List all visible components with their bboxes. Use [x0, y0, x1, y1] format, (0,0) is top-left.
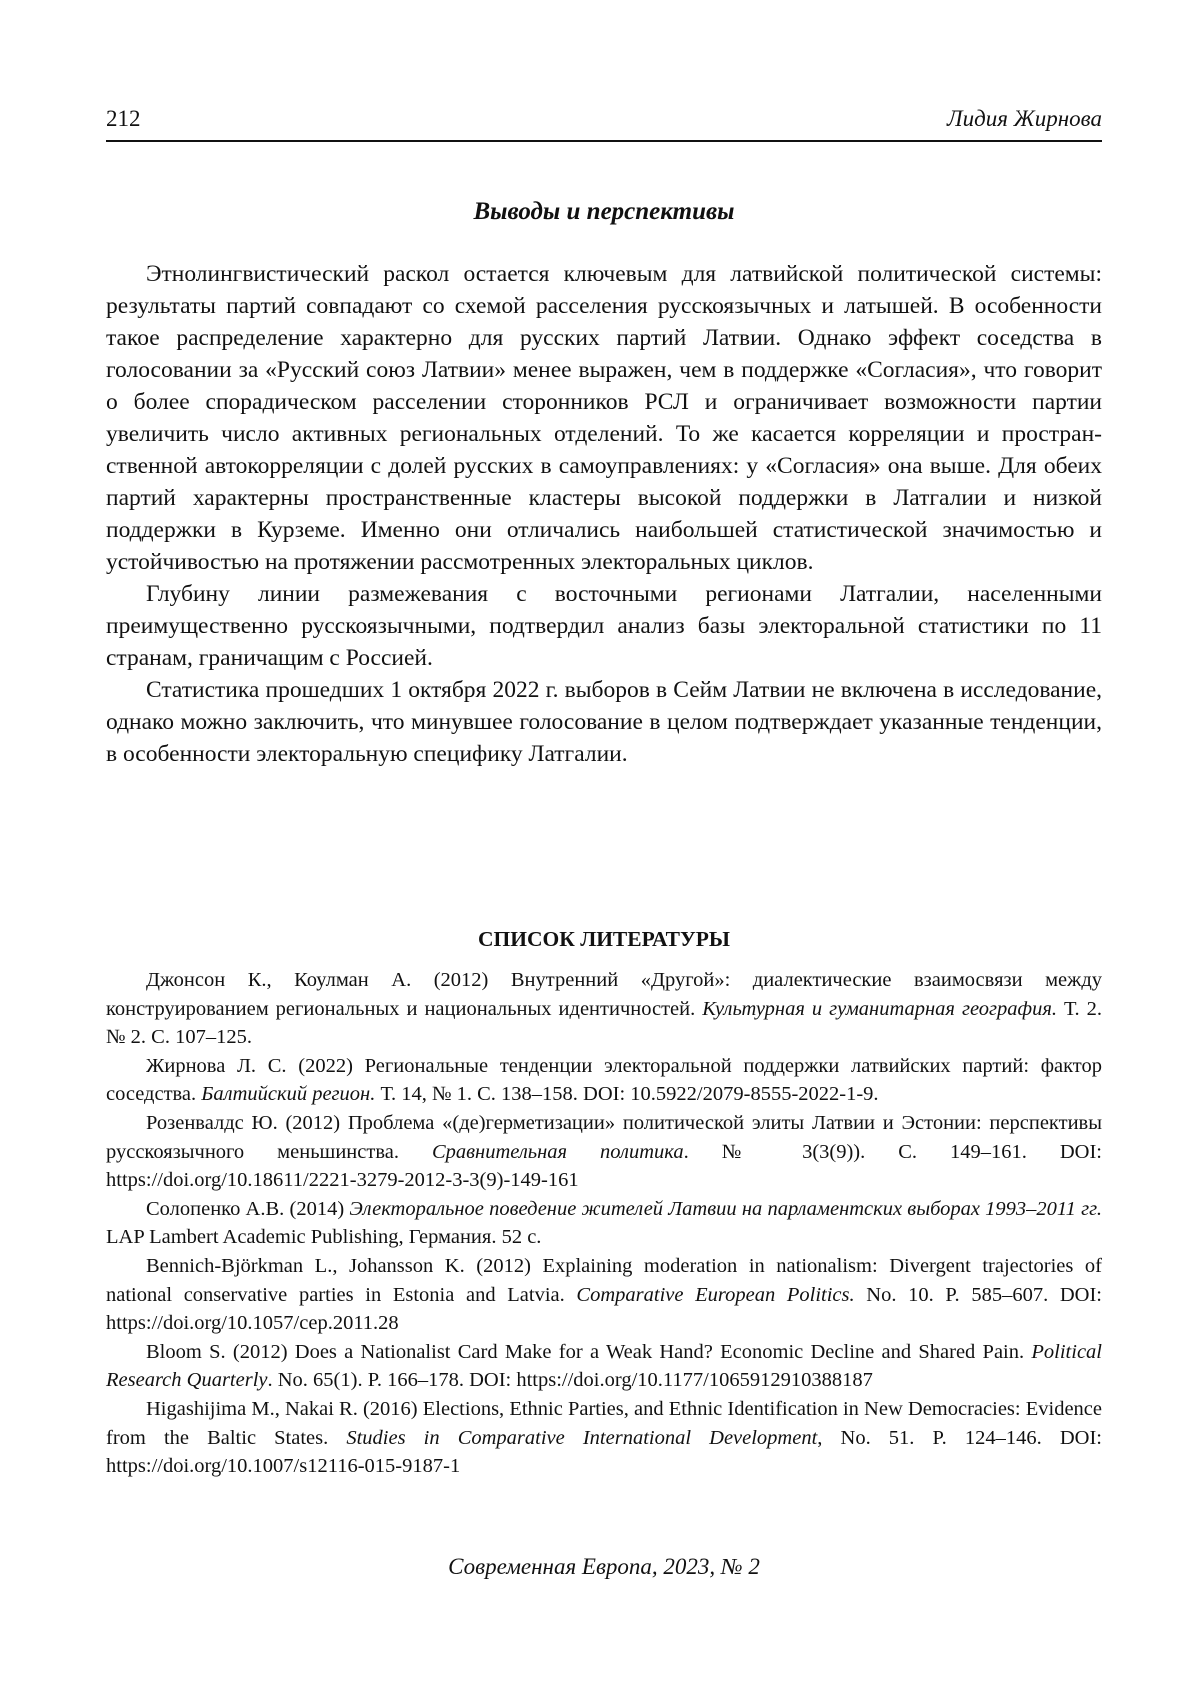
- reference-item: [106, 1195, 1102, 1252]
- reference-item: [106, 1338, 1102, 1395]
- reference-details: . No. 65(1). P. 166–178. DOI: https://doi.org/10.1177/1065912910388187: [267, 1369, 873, 1392]
- reference-item: [106, 1252, 1102, 1338]
- reference-details: Т. 2. № 2. С. 107–125.: [106, 997, 1102, 1049]
- paragraph-1: Этнолингвистический раскол остается ключевым для латвийской политической системы: результаты партий совпадают со схемой расселения русскоязычных и латышей. В особенности такое распределение характерно для русских партий Латвии. Однако эффект соседства в голосовании за «Русский союз Латвии» менее выражен, чем в поддержке «Согласия», что говорит о более спорадическом расселении сторонников РСЛ и ограничивает возможности партии увеличить число активных региональных отделений. То же касается корреляции и пространственной автокорреляции с долей русских в самоуправлениях: у «Согласия» она выше. Для обеих партий характерны пространственные кластеры высокой поддержки в Латгалии и низкой поддержки в Курземе. Именно они отличались наибольшей статистической значимостью и устойчивостью на протяжении рассмотренных электоральных циклов.: [106, 261, 1102, 575]
- reference-text: Higashijima M., Nakai R. (2016) Elections, Ethnic Parties, and Ethnic Identification in New Democracies: Evidence from the Baltic States.: [106, 1397, 1102, 1449]
- reference-details: Т. 14, № 1. С. 138–158. DOI: 10.5922/2079-8555-2022-1-9.: [375, 1083, 879, 1106]
- paragraph-2: Глубину линии размежевания с восточными регионами Латгалии, населенными преимущественно русскоязычными, подтвердил анализ базы электоральной статистики по 11 странам, граничащим с Россией.: [106, 581, 1102, 671]
- body-text: [106, 258, 1102, 770]
- reference-details: LAP Lambert Academic Publishing, Германия. 52 с.: [106, 1226, 542, 1249]
- references-title: СПИСОК ЛИТЕРАТУРЫ: [478, 927, 730, 951]
- reference-text: Розенвалдс Ю. (2012) Проблема «(де)герметизации» политической элиты Латвии и Эстонии: перспективы русскоязычного меньшинства.: [106, 1111, 1102, 1163]
- reference-item: [106, 1109, 1102, 1195]
- reference-list: [106, 966, 1102, 1481]
- reference-source: Comparative European Politics.: [576, 1283, 855, 1306]
- reference-text: Солопенко А.В. (2014): [146, 1197, 350, 1220]
- reference-details: . № 3(3(9)). С. 149–161. DOI: https://doi.org/10.18611/2221-3279-2012-3-3(9)-149-161: [106, 1140, 1102, 1192]
- reference-text: Bennich-Björkman L., Johansson K. (2012) Explaining moderation in nationalism: Divergent trajectories of national conservative parties in Estonia and Latvia.: [106, 1254, 1102, 1306]
- reference-item: [106, 966, 1102, 1052]
- reference-source: Сравнительная политика: [431, 1140, 684, 1163]
- reference-source: Культурная и гуманитарная география.: [702, 997, 1057, 1020]
- reference-source: Studies in Comparative International Development: [346, 1426, 818, 1449]
- reference-source: Электоральное поведение жителей Латвии на парламентских выборах 1993–2011 гг.: [349, 1197, 1102, 1220]
- reference-text: Джонсон К., Коулман А. (2012) Внутренний «Другой»: диалектические взаимосвязи между конструированием региональных и национальных идентичностей.: [106, 969, 1102, 1020]
- reference-source: Балтийский регион.: [201, 1083, 376, 1106]
- reference-details: No. 10. P. 585–607. DOI: https://doi.org/10.1057/cep.2011.28: [106, 1283, 1103, 1335]
- reference-item: [106, 1052, 1102, 1109]
- reference-text: Жирнова Л. С. (2022) Региональные тенденции электоральной поддержки латвийских партий: фактор соседства.: [106, 1054, 1102, 1106]
- reference-source: Political Research Quarterly: [106, 1340, 1102, 1392]
- reference-text: Bloom S. (2012) Does a Nationalist Card Make for a Weak Hand? Economic Decline and Shared Pain.: [146, 1340, 1032, 1363]
- running-header: [106, 106, 1102, 142]
- header-author: Лидия Жирнова: [947, 106, 1102, 131]
- section-title: Выводы и перспективы: [473, 198, 735, 225]
- paragraph-3: Статистика прошедших 1 октября 2022 г. выборов в Сейм Латвии не включена в исследование, однако можно заключить, что минувшее голосование в целом подтверждает указанные тенденции, в особенности электоральную специфику Латгалии.: [106, 677, 1102, 767]
- page-number: 212: [106, 106, 141, 131]
- reference-details: , No. 51. P. 124–146. DOI: https://doi.org/10.1007/s12116-015-9187-1: [106, 1426, 1102, 1478]
- journal-footer: Современная Европа, 2023, № 2: [448, 1554, 760, 1579]
- reference-item: [106, 1395, 1102, 1481]
